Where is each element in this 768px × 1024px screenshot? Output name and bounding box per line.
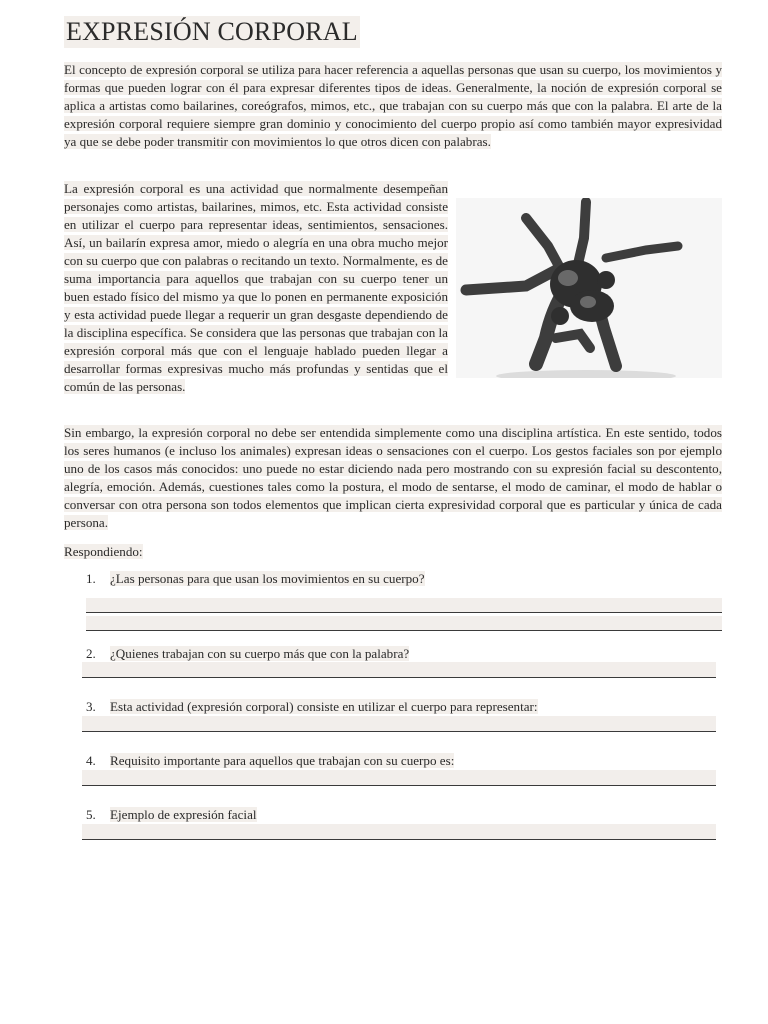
respond-label: Respondiendo: — [64, 544, 143, 559]
question-4 — [86, 752, 454, 770]
dancers-photo — [456, 198, 722, 378]
question-5 — [86, 806, 257, 824]
answer-line-1b[interactable] — [86, 616, 722, 631]
answer-line-1a[interactable] — [86, 598, 722, 613]
question-text: ¿Las personas para que usan los movimientos en su cuerpo? — [110, 571, 425, 586]
question-number: 2. — [86, 646, 96, 661]
paragraph-intro: El concepto de expresión corporal se utiliza para hacer referencia a aquellas personas que usan su cuerpo, los movimientos y formas que pueden lograr con él para expresar diferentes tipos de ideas. Generalmente, la noción de expresión corporal se aplica a artistas como bailarines, coreógrafos, mimos, etc., que trabajan con su cuerpo más que con la palabra. El arte de la expresión corporal requiere siempre gran dominio y conocimiento del cuerpo propio así como también mayor expresividad ya que se debe poder transmitir con movimientos lo que otros dicen con palabras. — [64, 62, 722, 149]
answer-line-4[interactable] — [82, 770, 716, 786]
page-title: EXPRESIÓN CORPORAL — [66, 17, 358, 46]
question-number: 1. — [86, 571, 96, 586]
answer-line-5[interactable] — [82, 824, 716, 840]
answer-line-2[interactable] — [82, 662, 716, 678]
question-text: Requisito importante para aquellos que trabajan con su cuerpo es: — [110, 753, 455, 768]
question-text: Esta actividad (expresión corporal) consiste en utilizar el cuerpo para representar: — [110, 699, 538, 714]
paragraph-activity: La expresión corporal es una actividad que normalmente desempeñan personajes como artistas, bailarines, mimos, etc. Esta actividad consiste en utilizar el cuerpo para representar ideas, sentimientos, sensaciones. Así, un bailarín expresa amor, miedo o alegría en una obra mucho mejor con su cuerpo que con palabras o recitando un texto. Normalmente, es de suma importancia para aquellos que trabajan con su cuerpo tener un buen estado físico del mismo ya que lo ponen en permanente exposición y esta actividad puede llegar a requerir un gran desgaste dependiendo de la disciplina específica. Se considera que las personas que trabajan con la expresión corporal más que con el lenguaje hablado pueden llegar a desarrollar formas expresivas mucho más profundas y sentidas que el común de las personas. — [64, 180, 722, 396]
paragraph-body-language: Sin embargo, la expresión corporal no debe ser entendida simplemente como una disciplina artística. En este sentido, todos los seres humanos (e incluso los animales) expresan ideas o sensaciones con el cuerpo. Los gestos faciales son por ejemplo uno de los casos más conocidos: uno puede no estar diciendo nada pero mostrando con su expresión facial su descontento, alegría, emoción. Además, cuestiones tales como la postura, el modo de sentarse, el modo de caminar, el modo de hablar o conversar con otra persona son todos elementos que implican cierta expresividad corporal que es particular y única de cada persona. — [64, 425, 722, 530]
question-text: Ejemplo de expresión facial — [110, 807, 257, 822]
question-2 — [86, 645, 409, 663]
question-number: 4. — [86, 753, 96, 768]
question-3 — [86, 698, 538, 716]
question-text: ¿Quienes trabajan con su cuerpo más que con la palabra? — [110, 646, 410, 661]
question-number: 5. — [86, 807, 96, 822]
question-number: 3. — [86, 699, 96, 714]
question-1 — [86, 570, 425, 588]
answer-line-3[interactable] — [82, 716, 716, 732]
